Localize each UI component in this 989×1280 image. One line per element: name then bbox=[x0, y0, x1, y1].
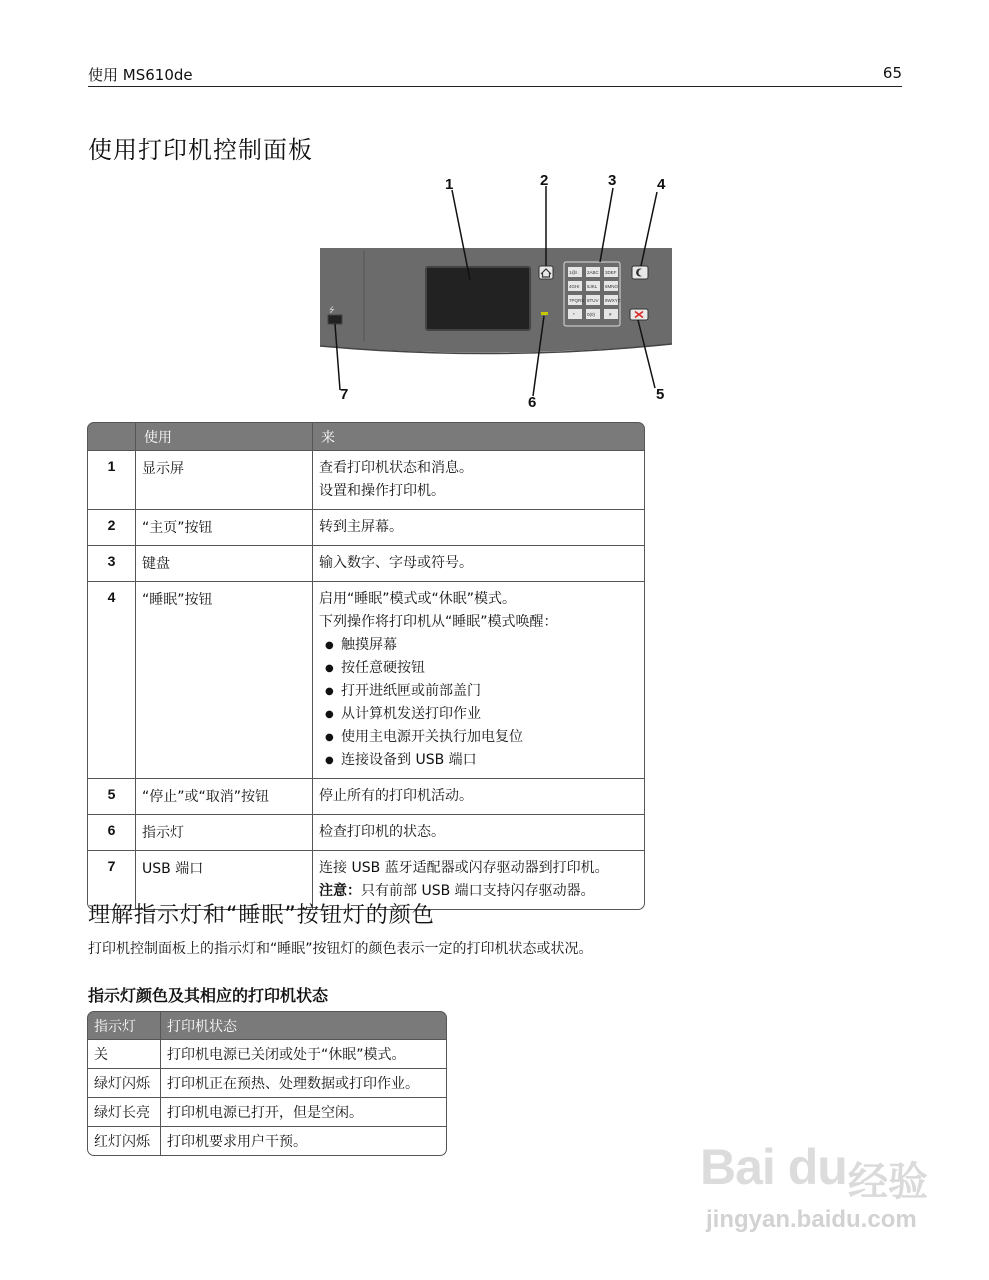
callout-7: 7 bbox=[340, 386, 349, 403]
key-label: 1@!. bbox=[569, 270, 579, 275]
usb-icon: ⭍ bbox=[329, 306, 335, 314]
watermark-logo: Bai du bbox=[700, 1139, 847, 1195]
page-header bbox=[88, 62, 902, 87]
status-cell: 打印机正在预热、处理数据或打印作业。 bbox=[161, 1069, 447, 1098]
section-title: 使用打印机控制面板 bbox=[88, 136, 313, 164]
table2-title: 指示灯颜色及其相应的打印机状态 bbox=[88, 986, 329, 1005]
header-cell-indicator: 指示灯 bbox=[87, 1011, 161, 1040]
table-header-row bbox=[87, 422, 645, 451]
key-label: 7PQRS bbox=[569, 298, 585, 303]
key-label: * bbox=[573, 312, 575, 317]
row-description bbox=[313, 779, 645, 815]
control-panel-table bbox=[87, 422, 645, 910]
callout-6: 6 bbox=[528, 394, 537, 411]
status-cell: 打印机要求用户干预。 bbox=[161, 1127, 447, 1156]
desc-line: 输入数字、字母或符号。 bbox=[319, 555, 473, 571]
key-label: 5JKL bbox=[587, 284, 598, 289]
desc-line: 下列操作将打印机从“睡眠”模式唤醒： bbox=[319, 614, 558, 630]
table-row bbox=[87, 1098, 447, 1127]
row-name: 指示灯 bbox=[136, 815, 313, 851]
display-screen bbox=[426, 267, 530, 330]
table-row bbox=[87, 815, 645, 851]
callout-2: 2 bbox=[540, 172, 549, 189]
status-cell: 打印机电源已打开，但是空闲。 bbox=[161, 1098, 447, 1127]
row-name: “主页”按钮 bbox=[136, 510, 313, 546]
row-number: 7 bbox=[87, 851, 136, 910]
key-label: 8TUV bbox=[587, 298, 599, 303]
indicator-cell: 绿灯长亮 bbox=[87, 1098, 161, 1127]
table-row bbox=[87, 1127, 447, 1156]
control-panel-drawing bbox=[320, 170, 672, 410]
table-row bbox=[87, 510, 645, 546]
row-name: 显示屏 bbox=[136, 451, 313, 510]
table-header-row bbox=[87, 1011, 447, 1040]
section2-title: 理解指示灯和“睡眠”按钮灯的颜色 bbox=[88, 903, 435, 928]
section2-paragraph: 打印机控制面板上的指示灯和“睡眠”按钮灯的颜色表示一定的打印机状态或状况。 bbox=[88, 941, 593, 957]
row-number: 3 bbox=[87, 546, 136, 582]
watermark-cn: 经验 bbox=[848, 1159, 928, 1205]
table-row bbox=[87, 1040, 447, 1069]
key-label: 2ABC bbox=[587, 270, 599, 275]
desc-line: 停止所有的打印机活动。 bbox=[319, 788, 473, 804]
usb-port bbox=[328, 315, 342, 324]
table-row bbox=[87, 546, 645, 582]
row-number: 5 bbox=[87, 779, 136, 815]
key-label: 6MNO bbox=[605, 284, 619, 289]
desc-line: 启用“睡眠”模式或“休眠”模式。 bbox=[319, 591, 517, 607]
note-text: 只有前部 USB 端口支持闪存驱动器。 bbox=[361, 883, 595, 899]
header-cell-status: 打印机状态 bbox=[161, 1011, 447, 1040]
row-number: 1 bbox=[87, 451, 136, 510]
wake-actions-list bbox=[319, 634, 640, 772]
row-description bbox=[313, 582, 645, 779]
desc-line: 连接 USB 蓝牙适配器或闪存驱动器到打印机。 bbox=[319, 860, 609, 876]
sleep-button bbox=[632, 266, 648, 279]
callout-1: 1 bbox=[445, 176, 454, 193]
row-description bbox=[313, 546, 645, 582]
row-name: “停止”或“取消”按钮 bbox=[136, 779, 313, 815]
desc-line: 检查打印机的状态。 bbox=[319, 824, 445, 840]
key-label: 9WXYZ bbox=[605, 298, 621, 303]
header-title: 使用 MS610de bbox=[88, 66, 193, 84]
header-cell-to: 来 bbox=[313, 422, 645, 451]
list-item: ● 从计算机发送打印作业 bbox=[319, 703, 640, 726]
key-label: 4GHI bbox=[569, 284, 580, 289]
key-star bbox=[568, 309, 582, 319]
row-name: USB 端口 bbox=[136, 851, 313, 910]
desc-line: 转到主屏幕。 bbox=[319, 519, 403, 535]
row-name: “睡眠”按钮 bbox=[136, 582, 313, 779]
header-cell-index bbox=[87, 422, 136, 451]
indicator-light bbox=[541, 312, 548, 315]
table-row bbox=[87, 779, 645, 815]
indicator-cell: 绿灯闪烁 bbox=[87, 1069, 161, 1098]
row-number: 2 bbox=[87, 510, 136, 546]
list-item: ● 使用主电源开关执行加电复位 bbox=[319, 726, 640, 749]
key-label: 0(0) bbox=[587, 312, 596, 317]
row-description bbox=[313, 510, 645, 546]
callout-3: 3 bbox=[608, 172, 617, 189]
watermark-url: jingyan.baidu.com bbox=[706, 1206, 917, 1233]
table-row bbox=[87, 1069, 447, 1098]
desc-line: 查看打印机状态和消息。 bbox=[319, 460, 473, 476]
desc-line: 设置和操作打印机。 bbox=[319, 483, 445, 499]
table-row bbox=[87, 582, 645, 779]
indicator-cell: 红灯闪烁 bbox=[87, 1127, 161, 1156]
status-cell: 打印机电源已关闭或处于“休眠”模式。 bbox=[161, 1040, 447, 1069]
indicator-cell: 关 bbox=[87, 1040, 161, 1069]
callout-4: 4 bbox=[657, 176, 666, 193]
row-number: 6 bbox=[87, 815, 136, 851]
page-number: 65 bbox=[882, 64, 902, 82]
table-row bbox=[87, 451, 645, 510]
row-name: 键盘 bbox=[136, 546, 313, 582]
list-item: ● 按任意硬按钮 bbox=[319, 657, 640, 680]
row-description bbox=[313, 451, 645, 510]
list-item: ● 连接设备到 USB 端口 bbox=[319, 749, 640, 772]
row-number: 4 bbox=[87, 582, 136, 779]
key-label: 3DEF bbox=[605, 270, 617, 275]
key-label: # bbox=[609, 312, 612, 317]
indicator-status-table bbox=[87, 1011, 447, 1156]
baidu-watermark bbox=[700, 1130, 940, 1240]
note-label: 注意： bbox=[319, 883, 361, 899]
list-item: ● 触摸屏幕 bbox=[319, 634, 640, 657]
callout-5: 5 bbox=[656, 386, 665, 403]
control-panel-illustration bbox=[320, 170, 672, 410]
list-item: ● 打开进纸匣或前部盖门 bbox=[319, 680, 640, 703]
header-cell-use: 使用 bbox=[136, 422, 313, 451]
row-description bbox=[313, 815, 645, 851]
